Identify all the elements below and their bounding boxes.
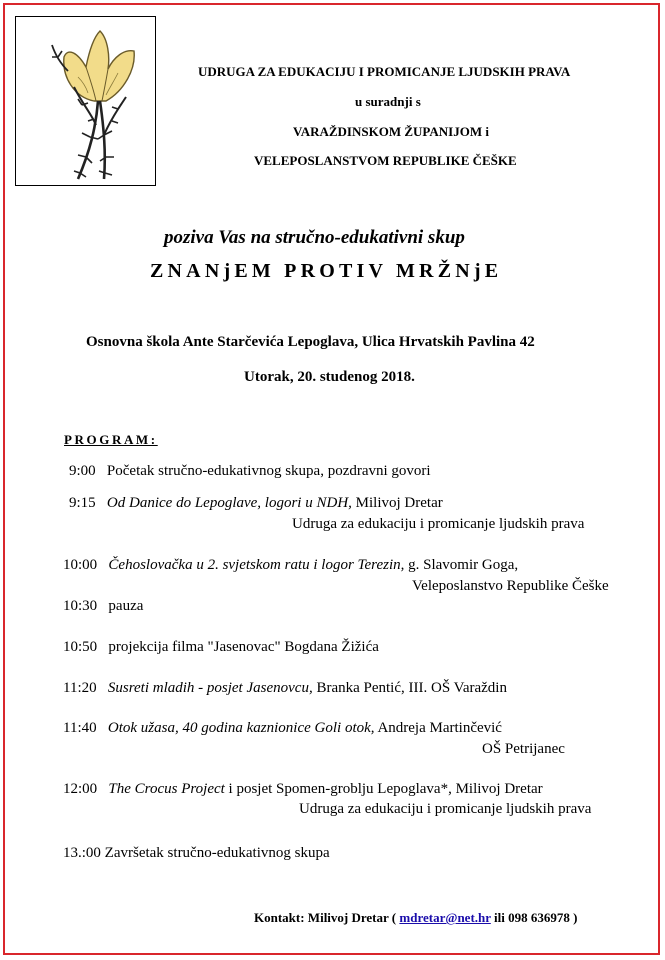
email-link[interactable]: mdretar@net.hr bbox=[399, 910, 491, 925]
organization-name: UDRUGA ZA EDUKACIJU I PROMICANJE LJUDSKIH PRAVA bbox=[198, 64, 571, 79]
program-heading: PROGRAM: bbox=[64, 432, 158, 447]
crocus-logo bbox=[15, 16, 156, 186]
event-date: Utorak, 20. studenog 2018. bbox=[244, 369, 415, 385]
crocus-barbed-wire-icon bbox=[16, 17, 155, 185]
program-text: Milivoj Dretar bbox=[351, 495, 443, 511]
program-title: Od Danice do Lepoglave, logori u NDH, bbox=[106, 495, 352, 511]
program-title: Susreti mladih - posjet Jasenovcu, bbox=[107, 680, 313, 696]
program-time: 9:15 bbox=[69, 495, 96, 511]
program-time: 12:00 bbox=[63, 781, 98, 797]
contact-prefix: Kontakt: Milivoj Dretar ( bbox=[254, 910, 400, 925]
program-time: 10:50 bbox=[63, 639, 98, 655]
program-text: g. Slavomir Goga, bbox=[404, 557, 519, 573]
program-text: Andreja Martinčević bbox=[374, 720, 502, 736]
event-title: ZNANjEM PROTIV MRŽNjE bbox=[150, 260, 503, 282]
contact-line bbox=[254, 910, 577, 926]
program-org: Udruga za edukaciju i promicanje ljudskih prava bbox=[292, 516, 585, 532]
contact-suffix: ili 098 636978 ) bbox=[490, 910, 578, 925]
program-text: Završetak stručno-edukativnog skupa bbox=[104, 845, 330, 861]
program-time: 13.:00 bbox=[63, 845, 101, 861]
program-item-1140 bbox=[63, 720, 502, 737]
program-item-1050 bbox=[63, 639, 379, 656]
program-text: Branka Pentić, III. OŠ Varaždin bbox=[312, 680, 507, 696]
program-time: 9:00 bbox=[69, 463, 96, 479]
program-item-1200 bbox=[63, 781, 543, 798]
program-item-1000 bbox=[63, 557, 518, 574]
program-text: i posjet Spomen-groblju Lepoglava*, Milivoj Dretar bbox=[224, 781, 543, 797]
program-time: 10:00 bbox=[63, 557, 98, 573]
program-text: projekcija filma "Jasenovac" Bogdana Žižića bbox=[108, 639, 379, 655]
program-time: 10:30 bbox=[63, 598, 98, 614]
program-item-1300 bbox=[63, 845, 330, 862]
program-item-0900 bbox=[69, 463, 431, 480]
program-item-1030 bbox=[63, 598, 143, 615]
venue: Osnovna škola Ante Starčevića Lepoglava, Ulica Hrvatskih Pavlina 42 bbox=[86, 334, 535, 350]
program-title: The Crocus Project bbox=[108, 781, 225, 797]
partner-county: VARAŽDINSKOM ŽUPANIJOM i bbox=[293, 124, 489, 139]
program-item-0915 bbox=[69, 495, 443, 512]
partner-embassy: VELEPOSLANSTVOM REPUBLIKE ČEŠKE bbox=[254, 153, 517, 167]
invitation-line: poziva Vas na stručno-edukativni skup bbox=[164, 227, 465, 248]
program-text: pauza bbox=[108, 598, 144, 614]
program-text: Početak stručno-edukativnog skupa, pozdravni govori bbox=[106, 463, 431, 479]
cooperation-line: u suradnji s bbox=[355, 94, 421, 109]
program-time: 11:40 bbox=[63, 720, 97, 736]
program-title: Otok užasa, 40 godina kaznionice Goli otok, bbox=[107, 720, 375, 736]
program-org: OŠ Petrijanec bbox=[482, 741, 565, 757]
program-item-1120 bbox=[63, 680, 507, 697]
program-org: Veleposlanstvo Republike Češke bbox=[412, 578, 609, 594]
program-org: Udruga za edukaciju i promicanje ljudskih prava bbox=[299, 801, 592, 817]
program-title: Čehoslovačka u 2. svjetskom ratu i logor Terezin, bbox=[108, 557, 405, 573]
program-time: 11:20 bbox=[63, 680, 97, 696]
